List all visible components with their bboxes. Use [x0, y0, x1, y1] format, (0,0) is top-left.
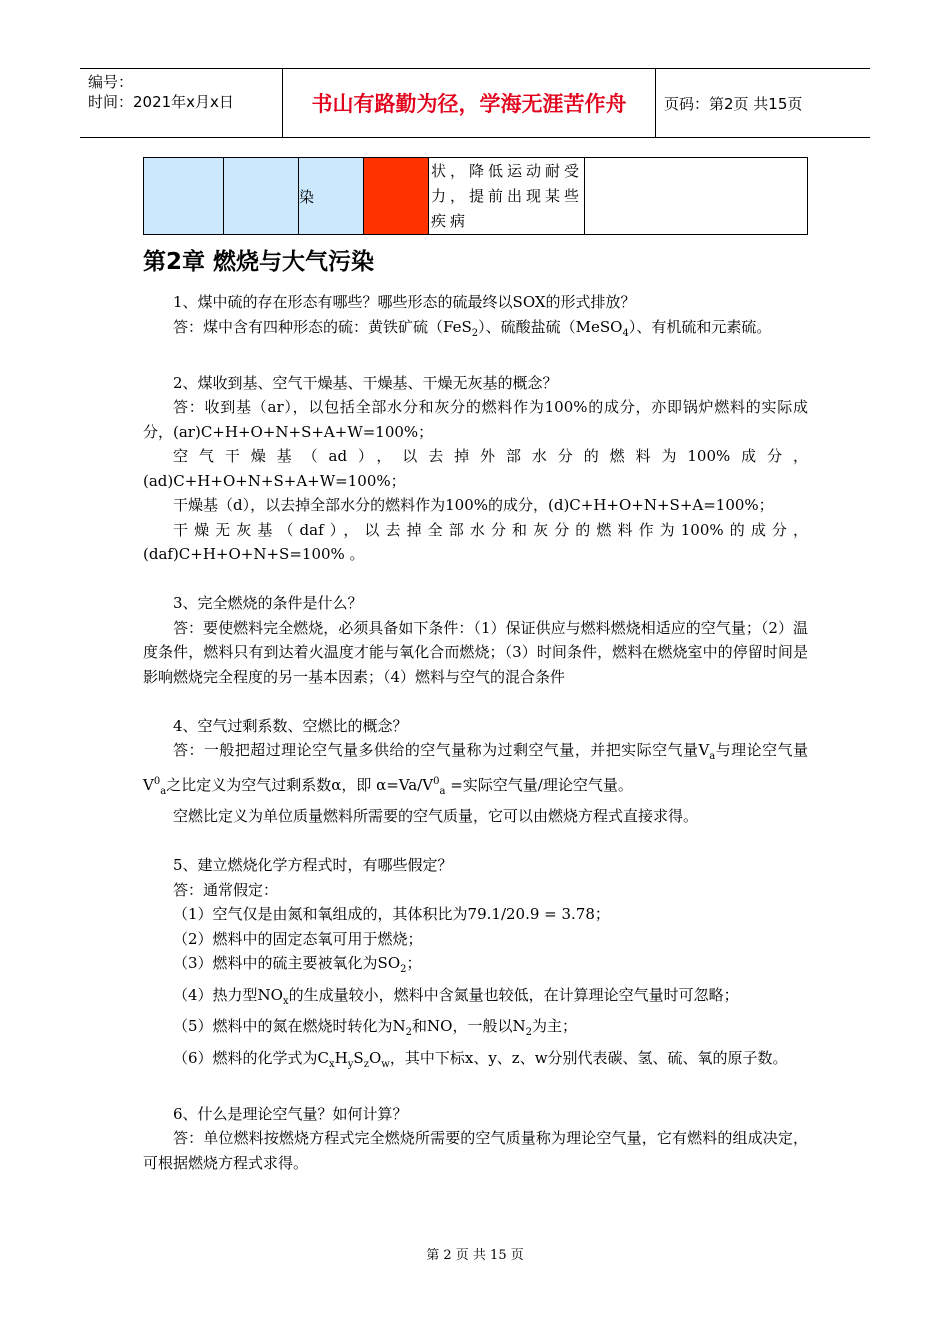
question-5: 5、建立燃烧化学方程式时，有哪些假定？ — [173, 856, 453, 874]
chapter-title: 第2章 燃烧与大气污染 — [143, 249, 375, 275]
page-header — [80, 68, 870, 138]
header-meta — [80, 69, 283, 137]
number-label: 编号： — [88, 73, 134, 91]
answer-4-afr: 空燃比定义为单位质量燃料所需要的空气质量，它可以由燃烧方程式直接求得。 — [173, 807, 699, 825]
header-page-label: 页码：第2页 共15页 — [664, 94, 803, 113]
continued-table — [143, 157, 808, 235]
question-3: 3、完全燃烧的条件是什么？ — [173, 594, 363, 612]
question-2: 2、煤收到基、空气干燥基、干燥基、干燥无灰基的概念？ — [173, 373, 558, 392]
main-content — [143, 244, 808, 1175]
answer-2-ad: 空气干燥基（ad），以去掉外部水分的燃料为100%成分，(ad)C+H+O+N+S+A+W=100%； — [143, 447, 808, 490]
question-4: 4、空气过剩系数、空燃比的概念？ — [173, 716, 408, 735]
time-label: 时间：2021年x月x日 — [88, 93, 234, 111]
question-1: 1、煤中硫的存在形态有哪些？哪些形态的硫最终以SOX的形式排放？ — [173, 293, 636, 311]
page-footer: 第 2 页 共 15 页 — [426, 1248, 524, 1263]
answer-2-daf: 干燥无灰基（daf），以去掉全部水分和灰分的燃料作为100%的成分，(daf)C+H+O+N+S=100% 。 — [143, 520, 808, 563]
answer-6: 答：单位燃料按燃烧方程式完全燃烧所需要的空气质量称为理论空气量，它有燃料的组成决定，可根据燃烧方程式求得。 — [143, 1129, 808, 1172]
table-cell-red — [364, 158, 429, 235]
assumption-5: （5）燃料中的氮在燃烧时转化为$N_2$和NO，一般以$N_2$为主； — [173, 1017, 577, 1038]
table-cell — [224, 158, 299, 235]
table-cell: 状，降低运动耐受力，提前出现某些疾病 — [429, 158, 585, 235]
answer-5-intro: 答：通常假定： — [173, 880, 279, 899]
header-motto: 书山有路勤为径，学海无涯苦作舟 — [283, 69, 656, 137]
assumption-4: （4）热力型$NO_x$的生成量较小，燃料中含氮量也较低，在计算理论空气量时可忽略； — [173, 985, 739, 1007]
table-cell — [585, 158, 808, 235]
assumption-3: （3）燃料中的硫主要被氧化为$SO_2$； — [173, 954, 422, 975]
answer-3: 答：要使燃料完全燃烧，必须具备如下条件：（1）保证供应与燃料燃烧相适应的空气量；（2）温度条件，燃料只有到达着火温度才能与氧化合而燃烧；（3）时间条件，燃料在燃烧室中的停留时间是影响燃烧完全程度的另一基本因素；（4）燃料与空气的混合条件 — [143, 618, 808, 686]
table-row — [144, 158, 808, 235]
assumption-6: （6）燃料的化学式为$C_xH_yS_zO_w$，其中下标x、y、z、w分别代表碳、氢、硫、氧的原子数。 — [173, 1048, 788, 1070]
answer-2-d: 干燥基（d），以去掉全部水分的燃料作为100%的成分，(d)C+H+O+N+S+A=100%； — [173, 496, 774, 514]
answer-2-ar: 答：收到基（ar），以包括全部水分和灰分的燃料作为100%的成分，亦即锅炉燃料的实际成分，(ar)C+H+O+N+S+A+W=100%； — [143, 398, 808, 441]
answer-4: 答：一般把超过理论空气量多供给的空气量称为过剩空气量，并把实际空气量$V_a$与理论空气量$V^0_a$之比定义为空气过剩系数α，即 $\alpha=Va/V^0_a$ =实际空气量/理论空气量。 — [143, 741, 808, 797]
table-cell — [144, 158, 224, 235]
assumption-1: （1）空气仅是由氮和氧组成的，其体积比为79.1/20.9 = 3.78； — [173, 905, 610, 923]
question-6: 6、什么是理论空气量？如何计算？ — [173, 1104, 408, 1123]
table-cell: 染 — [299, 158, 364, 235]
answer-1: 答：煤中含有四种形态的硫：黄铁矿硫（FeS$_2$）、硫酸盐硫（MeSO$_4$）、有机硫和元素硫。 — [173, 317, 772, 339]
assumption-2: （2）燃料中的固定态氧可用于燃烧； — [173, 929, 423, 948]
